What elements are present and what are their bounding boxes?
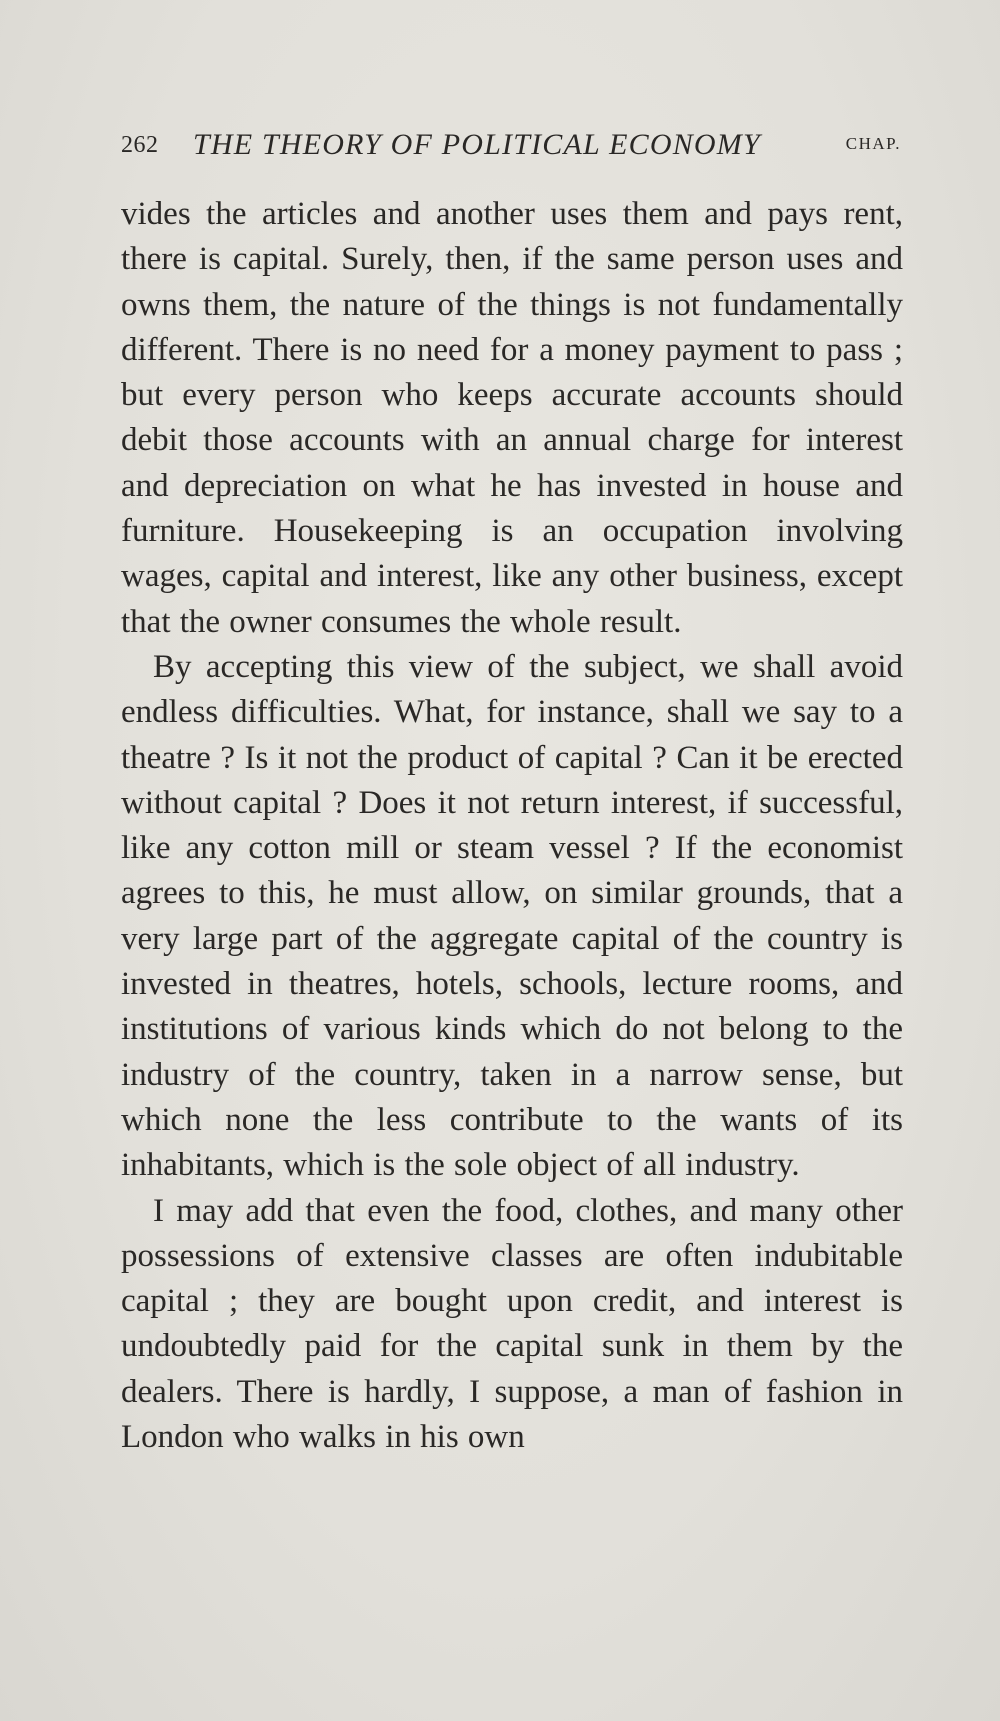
chapter-label: CHAP. <box>845 134 901 153</box>
page-body <box>121 192 903 1460</box>
paragraph-credit: I may add that even the food, clothes, and many other possessions of extensive classes are often indubitable capital ; they are bought upon credit, and interest is undoubtedly paid for the capital sunk in them by the dealers. There is hardly, I suppose, a man of fashion in London who walks in his own <box>121 1192 903 1456</box>
page-number: 262 <box>121 132 159 158</box>
running-title: THE THEORY OF POLITICAL ECONOMY <box>193 128 761 161</box>
paragraph-continuation: vides the articles and another uses them and pays rent, there is capital. Surely, then, if the same person uses and owns them, the nature of the things is not fundamentally different. There is no need for a money payment to pass ; but every person who keeps accurate accounts should debit those accounts with an annual charge for interest and depreciation on what he has invested in house and furniture. Housekeeping is an occupation involving wages, capital and interest, like any other business, except that the owner consumes the whole result. <box>121 196 903 640</box>
page-header <box>121 124 901 168</box>
paragraph-theatre: By accepting this view of the subject, we shall avoid endless difficulties. What, for instance, shall we say to a theatre ? Is it not the product of capital ? Can it be erected without capital ? Does it not return interest, if successful, like any cotton mill or steam vessel ? If the economist agrees to this, he must allow, on similar grounds, that a very large part of the aggregate capital of the country is invested in theatres, hotels, schools, lecture rooms, and institutions of various kinds which do not belong to the industry of the country, taken in a narrow sense, but which none the less contribute to the wants of its inhabitants, which is the sole object of all industry. <box>121 648 903 1184</box>
